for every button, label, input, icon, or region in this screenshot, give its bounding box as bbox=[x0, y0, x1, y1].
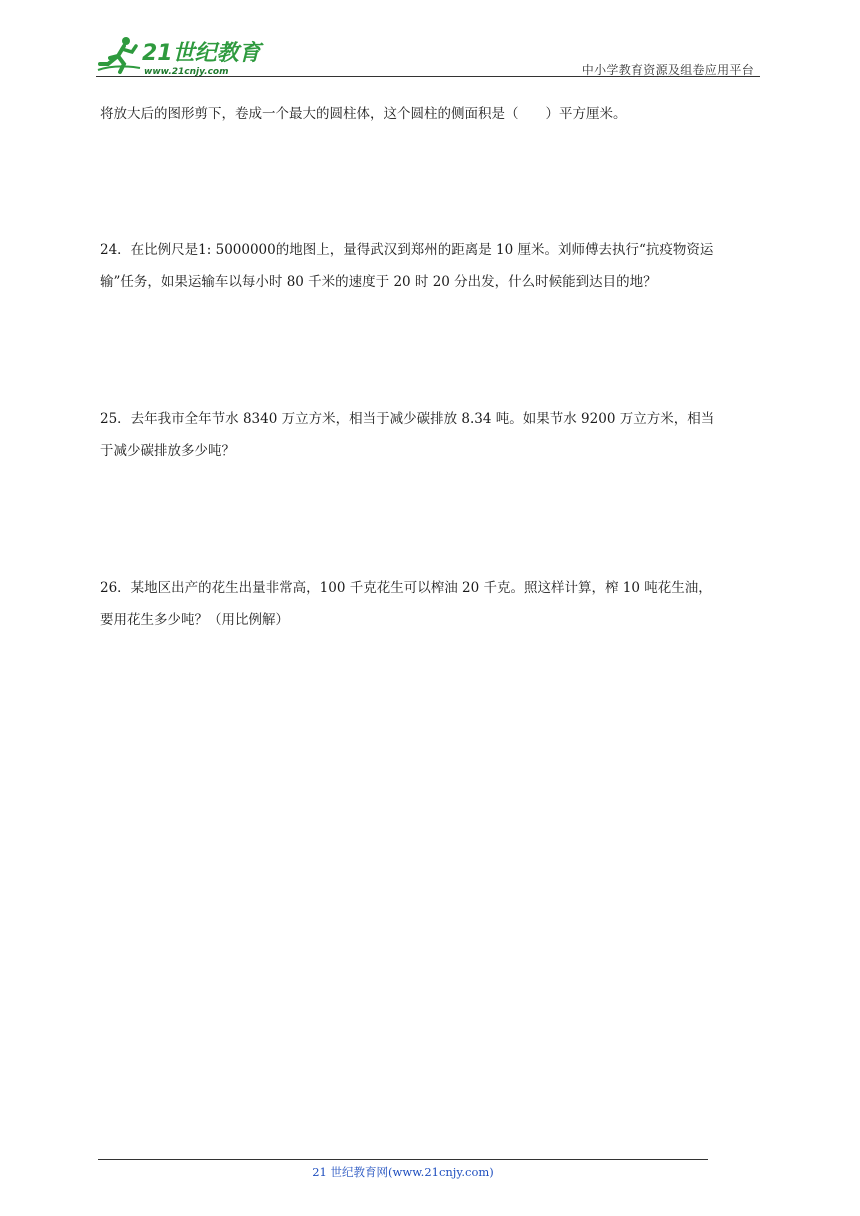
question-25 bbox=[100, 403, 762, 467]
question-line: 26．某地区出产的花生出量非常高，100 千克花生可以榨油 20 千克。照这样计算，榨 10 吨花生油， bbox=[100, 580, 712, 596]
question-line: 24．在比例尺是1: 5000000的地图上，量得武汉到郑州的距离是 10 厘米。刘师傅去执行“抗疫物资运 bbox=[100, 242, 714, 258]
page-header bbox=[96, 30, 760, 78]
question-line: 于减少碳排放多少吨？ bbox=[100, 443, 235, 459]
footer-divider bbox=[98, 1159, 708, 1160]
question-24 bbox=[100, 234, 762, 298]
question-line: 25．去年我市全年节水 8340 万立方米，相当于减少碳排放 8.34 吨。如果节水 9200 万立方米，相当 bbox=[100, 411, 715, 427]
logo-url: www.21cnjy.com bbox=[144, 67, 229, 77]
question-26 bbox=[100, 572, 762, 636]
runner-logo-icon bbox=[96, 34, 266, 78]
logo-title: 21世纪教育 bbox=[142, 41, 261, 66]
footer-link[interactable]: 21 世纪教育网(www.21cnjy.com) bbox=[312, 1165, 494, 1179]
logo bbox=[96, 34, 266, 78]
platform-name: 中小学教育资源及组卷应用平台 bbox=[581, 63, 754, 77]
header-divider bbox=[96, 76, 760, 77]
question-line: 输”任务，如果运输车以每小时 80 千米的速度于 20 时 20 分出发，什么时候能到达目的地？ bbox=[100, 274, 657, 290]
question-line: 将放大后的图形剪下，卷成一个最大的圆柱体，这个圆柱的侧面积是（ ）平方厘米。 bbox=[100, 106, 627, 122]
question-line: 要用花生多少吨？（用比例解） bbox=[100, 612, 289, 628]
question-23-continuation bbox=[100, 98, 762, 130]
